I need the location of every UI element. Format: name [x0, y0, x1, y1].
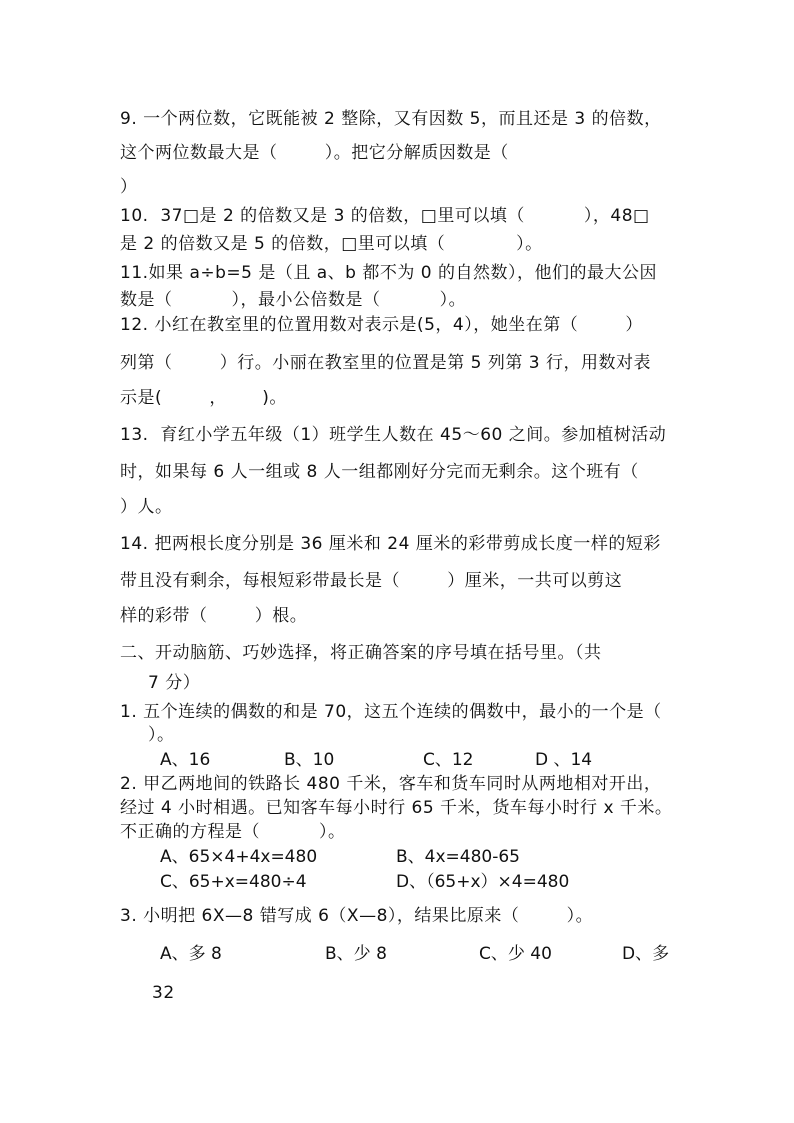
q12-line-2: 列第（ ）行。小丽在教室里的位置是第 5 列第 3 行，用数对表 — [120, 353, 651, 373]
choice-q1-line-2: ）。 — [148, 725, 175, 745]
choice-q2-line-3: 不正确的方程是（ ）。 — [120, 822, 346, 842]
choice-q3-option-d-continuation: 32 — [152, 983, 175, 1003]
choice-q2-line-1: 2. 甲乙两地间的铁路长 480 千米，客车和货车同时从两地相对开出， — [120, 774, 662, 794]
q13-line-1: 13. 育红小学五年级（1）班学生人数在 45～60 之间。参加植树活动 — [120, 425, 667, 445]
q11-line-2: 数是（ ），最小公倍数是（ ）。 — [120, 290, 467, 310]
option-c: C、少 40 — [479, 944, 552, 964]
option-b: B、4x=480-65 — [396, 847, 520, 867]
option-a: A、多 8 — [160, 944, 222, 964]
q9-line-1: 9. 一个两位数，它既能被 2 整除，又有因数 5，而且还是 3 的倍数， — [120, 109, 662, 129]
option-d: D 、14 — [535, 750, 593, 770]
option-d: D、多 — [622, 944, 670, 964]
option-c: C、12 — [423, 750, 474, 770]
q10-line-2: 是 2 的倍数又是 5 的倍数，□里可以填（ ）。 — [120, 234, 543, 254]
q9-line-2: 这个两位数最大是（ ）。把它分解质因数是（ — [120, 143, 509, 163]
q14-line-2: 带且没有剩余，每根短彩带最长是（ ）厘米，一共可以剪这 — [120, 571, 623, 591]
q11-line-1: 11.如果 a÷b=5 是（且 a、b 都不为 0 的自然数），他们的最大公因 — [120, 263, 657, 283]
section-2-points: 7 分） — [148, 673, 201, 693]
q13-line-2: 时，如果每 6 人一组或 8 人一组都刚好分完而无剩余。这个班有（ — [120, 462, 639, 482]
q12-line-1: 12. 小红在教室里的位置用数对表示是(5，4），她坐在第（ ） — [120, 315, 643, 335]
q14-line-1: 14. 把两根长度分别是 36 厘米和 24 厘米的彩带剪成长度一样的短彩 — [120, 534, 661, 554]
option-b: B、少 8 — [325, 944, 387, 964]
q13-line-3: ）人。 — [120, 497, 173, 517]
option-d: D、（65+x）×4=480 — [396, 872, 570, 892]
choice-q2-line-2: 经过 4 小时相遇。已知客车每小时行 65 千米，货车每小时行 x 千米。 — [120, 798, 673, 818]
option-a: A、65×4+4x=480 — [160, 847, 318, 867]
option-c: C、65+x=480÷4 — [160, 872, 307, 892]
q9-line-3: ） — [120, 177, 138, 197]
section-2-heading: 二、开动脑筋、巧妙选择，将正确答案的序号填在括号里。（共 — [120, 643, 602, 663]
option-b: B、10 — [284, 750, 335, 770]
option-a: A、16 — [160, 750, 211, 770]
choice-q3-line-1: 3. 小明把 6X—8 错写成 6（X—8），结果比原来（ ）。 — [120, 906, 594, 926]
q14-line-3: 样的彩带（ ）根。 — [120, 606, 308, 626]
q12-line-3: 示是( ， )。 — [120, 388, 287, 408]
choice-q1-line-1: 1. 五个连续的偶数的和是 70，这五个连续的偶数中，最小的一个是（ — [120, 702, 662, 722]
q10-line-1: 10. 37□是 2 的倍数又是 3 的倍数，□里可以填（ ），48□ — [120, 206, 650, 226]
